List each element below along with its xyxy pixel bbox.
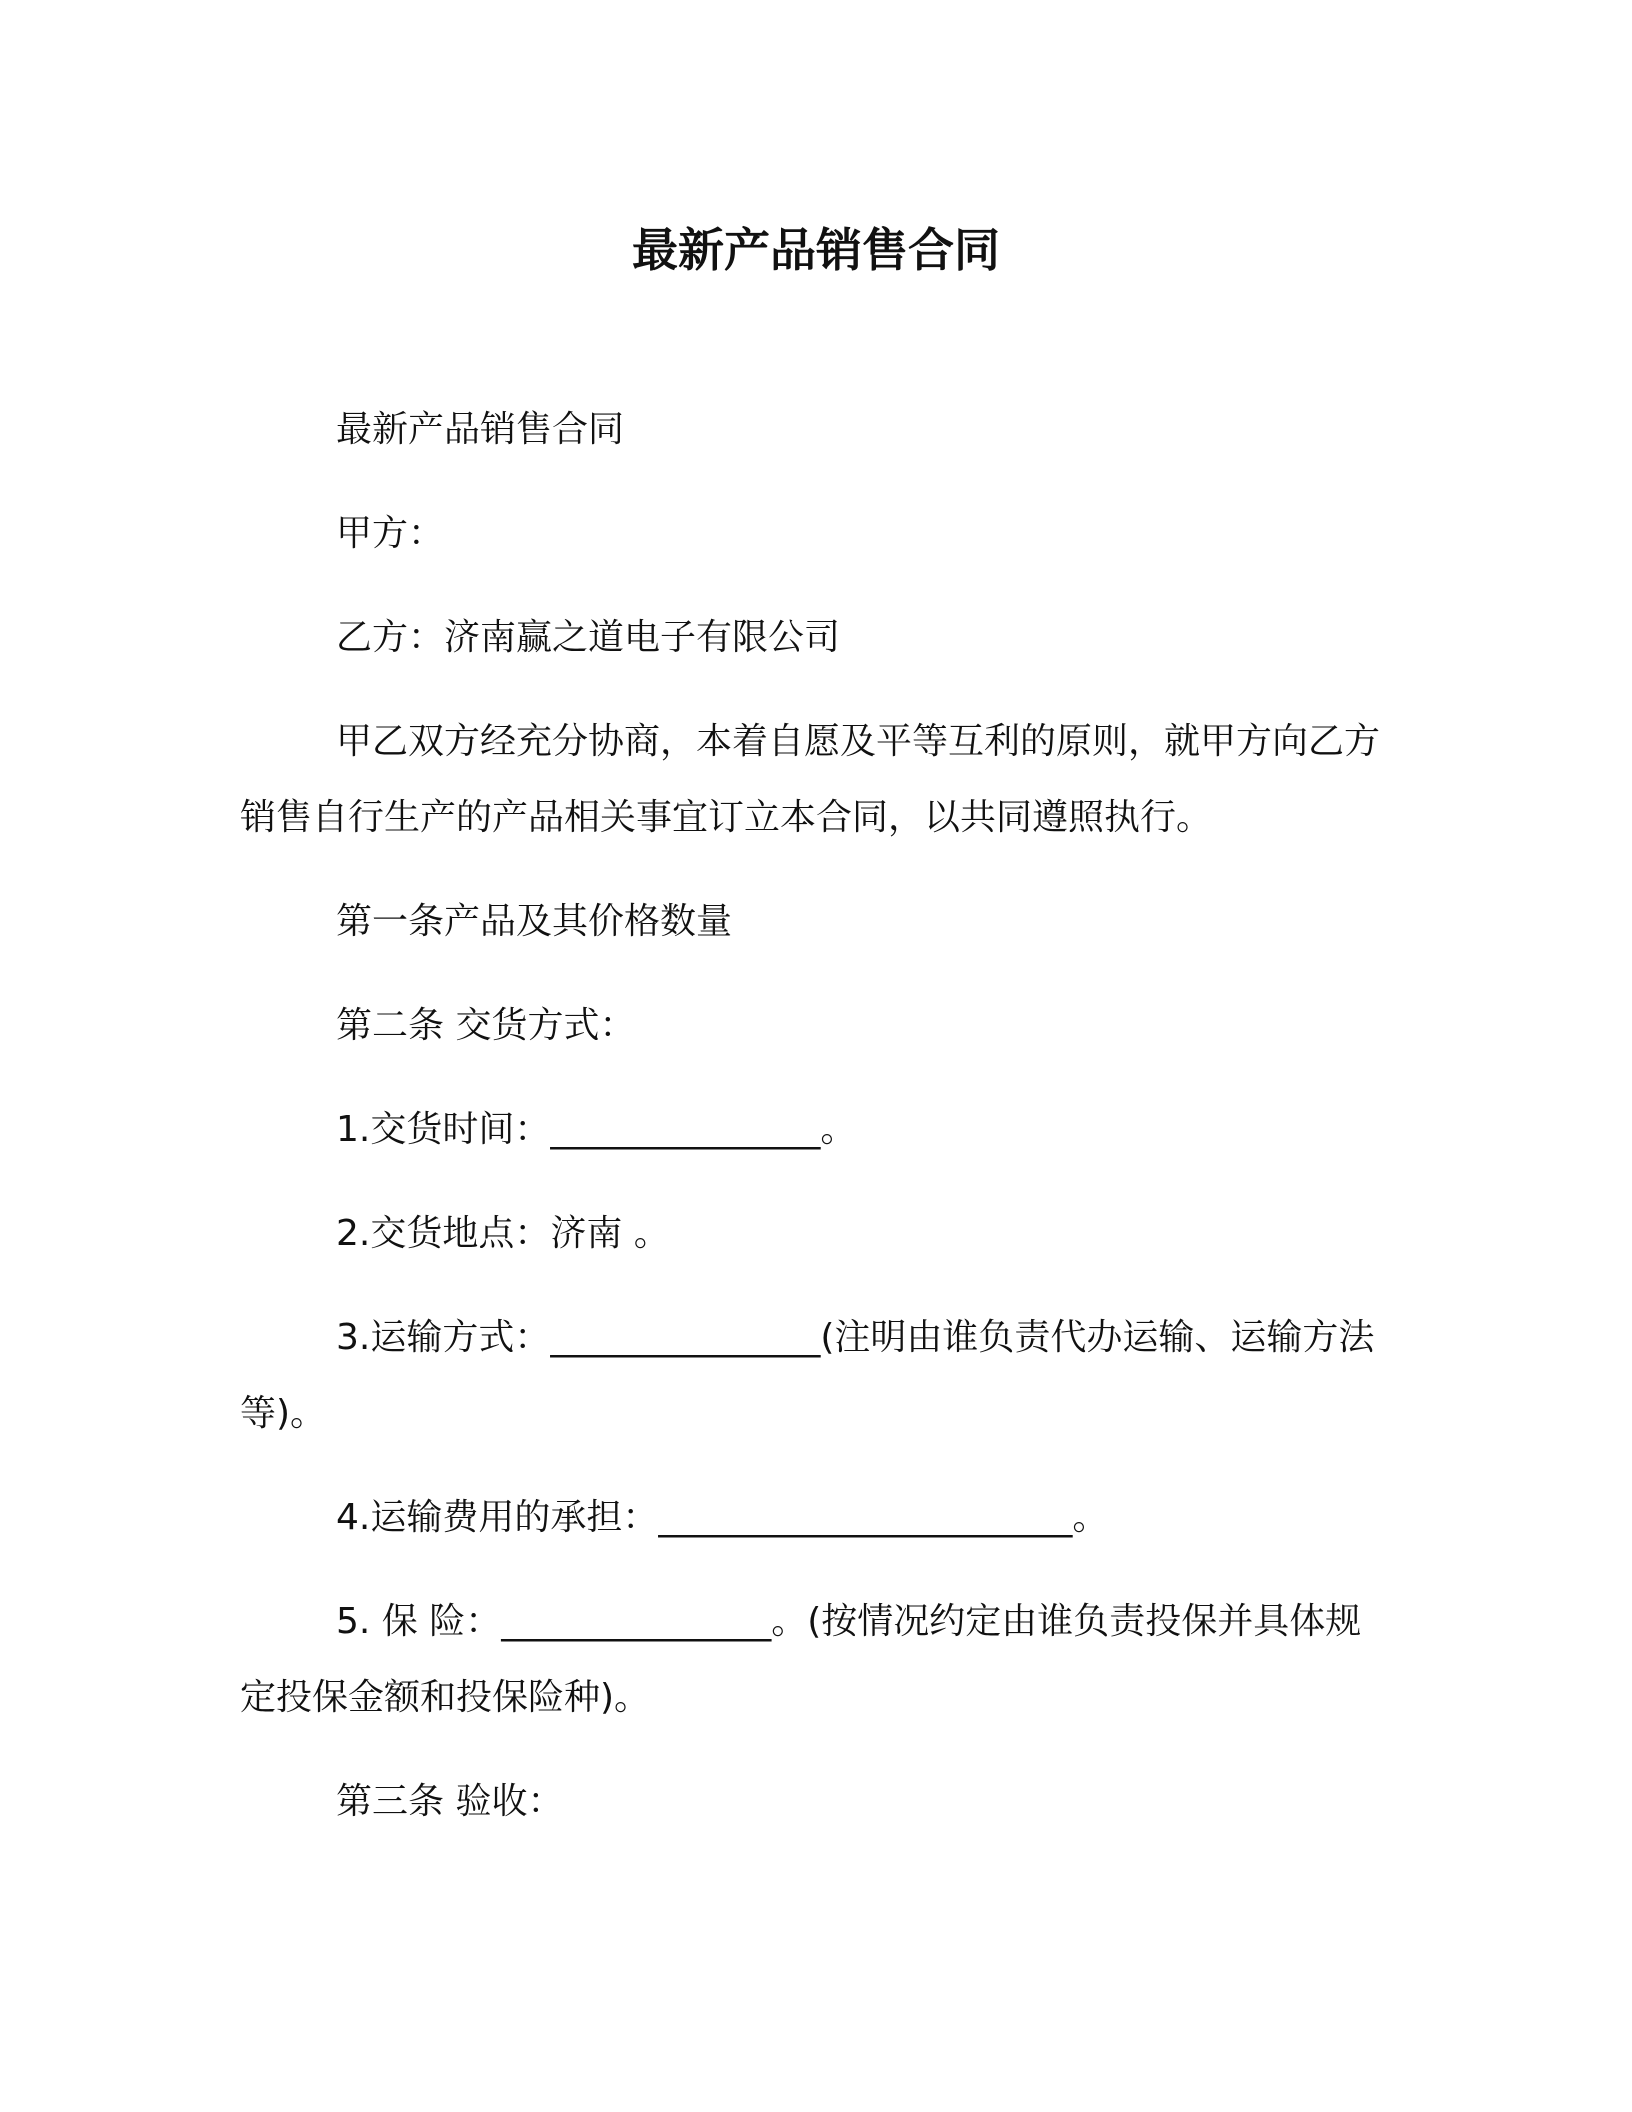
paragraph-article-2: 第二条 交货方式： [336,1005,636,1046]
paragraph-transport-cost: 4.运输费用的承担：_______________________。 [336,1497,1109,1538]
paragraph-insurance: 5. 保 险：_______________。(按情况约定由谁负责投保并具体规定投保金额和投保险种)。 [240,1601,1362,1718]
document-title: 最新产品销售合同 [632,223,1000,277]
paragraph-party-b: 乙方：济南赢之道电子有限公司 [336,617,841,658]
document-body [240,392,1380,1868]
paragraph-delivery-place: 2.交货地点：济南 。 [336,1213,670,1254]
paragraph-article-3: 第三条 验收： [336,1781,564,1822]
paragraph-article-1: 第一条产品及其价格数量 [336,901,733,942]
paragraph-transport-method: 3.运输方式：_______________(注明由谁负责代办运输、运输方法等)。 [240,1317,1375,1434]
paragraph-preamble: 甲乙双方经充分协商，本着自愿及平等互利的原则，就甲方向乙方销售自行生产的产品相关事宜订立本合同，以共同遵照执行。 [240,721,1381,838]
paragraph-contract-name: 最新产品销售合同 [336,409,625,450]
paragraph-delivery-time: 1.交货时间：_______________。 [336,1109,857,1150]
paragraph-party-a: 甲方： [336,513,445,554]
